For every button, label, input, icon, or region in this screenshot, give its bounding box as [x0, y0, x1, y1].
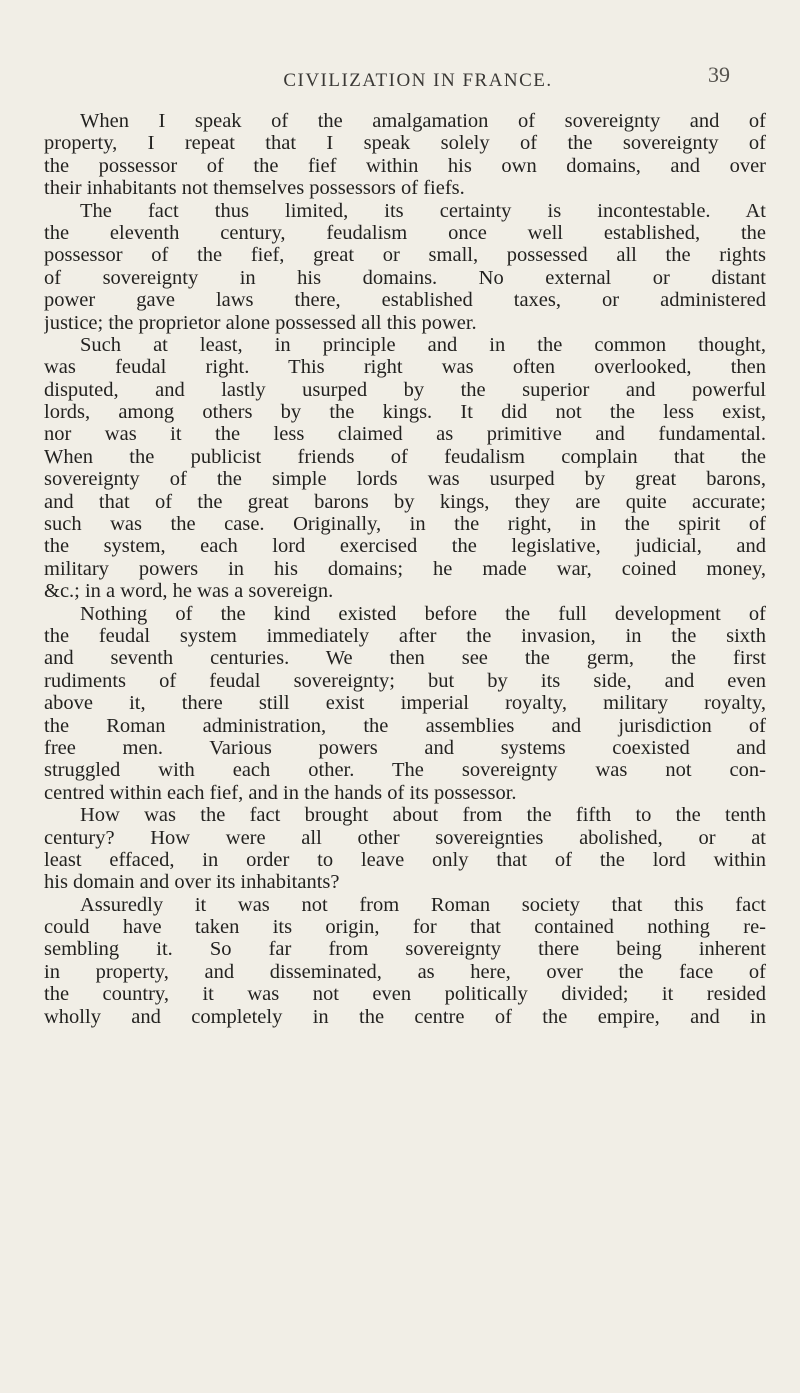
- text-line: The fact thus limited, its certainty is incontestable. At: [80, 199, 766, 222]
- text-line: of sovereignty in his domains. No external or distant: [44, 266, 766, 289]
- text-line: could have taken its origin, for that contained nothing re-: [44, 916, 766, 939]
- text-line: Nothing of the kind existed before the full development of: [80, 602, 766, 625]
- page-number: 39: [708, 62, 730, 87]
- text-line: rudiments of feudal sovereignty; but by its side, and even: [44, 669, 766, 692]
- text-line: centred within each fief, and in the hands of its possessor.: [44, 781, 517, 804]
- body-text: [44, 110, 766, 1028]
- text-line: was feudal right. This right was often overlooked, then: [44, 356, 766, 379]
- text-line: free men. Various powers and systems coexisted and: [44, 736, 766, 759]
- text-line: his domain and over its inhabitants?: [44, 871, 340, 894]
- text-line: the eleventh century, feudalism once well established, the: [44, 221, 766, 244]
- text-line: and seventh centuries. We then see the germ, the first: [44, 647, 766, 670]
- text-line: justice; the proprietor alone possessed all this power.: [44, 311, 477, 334]
- running-head: CIVILIZATION IN FRANCE.: [283, 70, 553, 91]
- text-line: struggled with each other. The sovereignty was not con-: [44, 759, 766, 782]
- text-line: When I speak of the amalgamation of sovereignty and of: [80, 110, 766, 132]
- text-line: the feudal system immediately after the invasion, in the sixth: [44, 624, 766, 647]
- text-line: &c.; in a word, he was a sovereign.: [44, 580, 334, 603]
- text-line: sembling it. So far from sovereignty there being inherent: [44, 938, 766, 961]
- text-line: the Roman administration, the assemblies and jurisdiction of: [44, 714, 766, 737]
- text-line: military powers in his domains; he made war, coined money,: [44, 557, 766, 580]
- text-line: such was the case. Originally, in the right, in the spirit of: [44, 513, 766, 536]
- text-line: wholly and completely in the centre of the empire, and in: [44, 1005, 766, 1028]
- text-line: the system, each lord exercised the legislative, judicial, and: [44, 535, 766, 558]
- text-line: power gave laws there, established taxes, or administered: [44, 289, 766, 312]
- text-line: possessor of the fief, great or small, possessed all the rights: [44, 244, 766, 267]
- text-line: disputed, and lastly usurped by the superior and powerful: [44, 378, 766, 401]
- text-line: in property, and disseminated, as here, over the face of: [44, 960, 766, 983]
- text-line: How was the fact brought about from the fifth to the tenth: [80, 804, 766, 827]
- text-line: the country, it was not even politically divided; it resided: [44, 983, 766, 1006]
- text-line: property, I repeat that I speak solely of the sovereignty of: [44, 132, 766, 155]
- text-line: When the publicist friends of feudalism complain that the: [44, 445, 766, 468]
- text-line: lords, among others by the kings. It did not the less exist,: [44, 401, 766, 424]
- text-line: Such at least, in principle and in the common thought,: [80, 333, 766, 356]
- text-line: their inhabitants not themselves possessors of fiefs.: [44, 177, 465, 200]
- text-line: Assuredly it was not from Roman society that this fact: [80, 893, 766, 916]
- text-line: least effaced, in order to leave only that of the lord within: [44, 848, 766, 871]
- text-line: sovereignty of the simple lords was usurped by great barons,: [44, 468, 766, 491]
- text-line: century? How were all other sovereignties abolished, or at: [44, 826, 766, 849]
- text-line: nor was it the less claimed as primitive and fundamental.: [44, 423, 766, 446]
- text-line: the possessor of the fief within his own domains, and over: [44, 154, 766, 177]
- text-line: and that of the great barons by kings, they are quite accurate;: [44, 490, 766, 513]
- text-line: above it, there still exist imperial royalty, military royalty,: [44, 692, 766, 715]
